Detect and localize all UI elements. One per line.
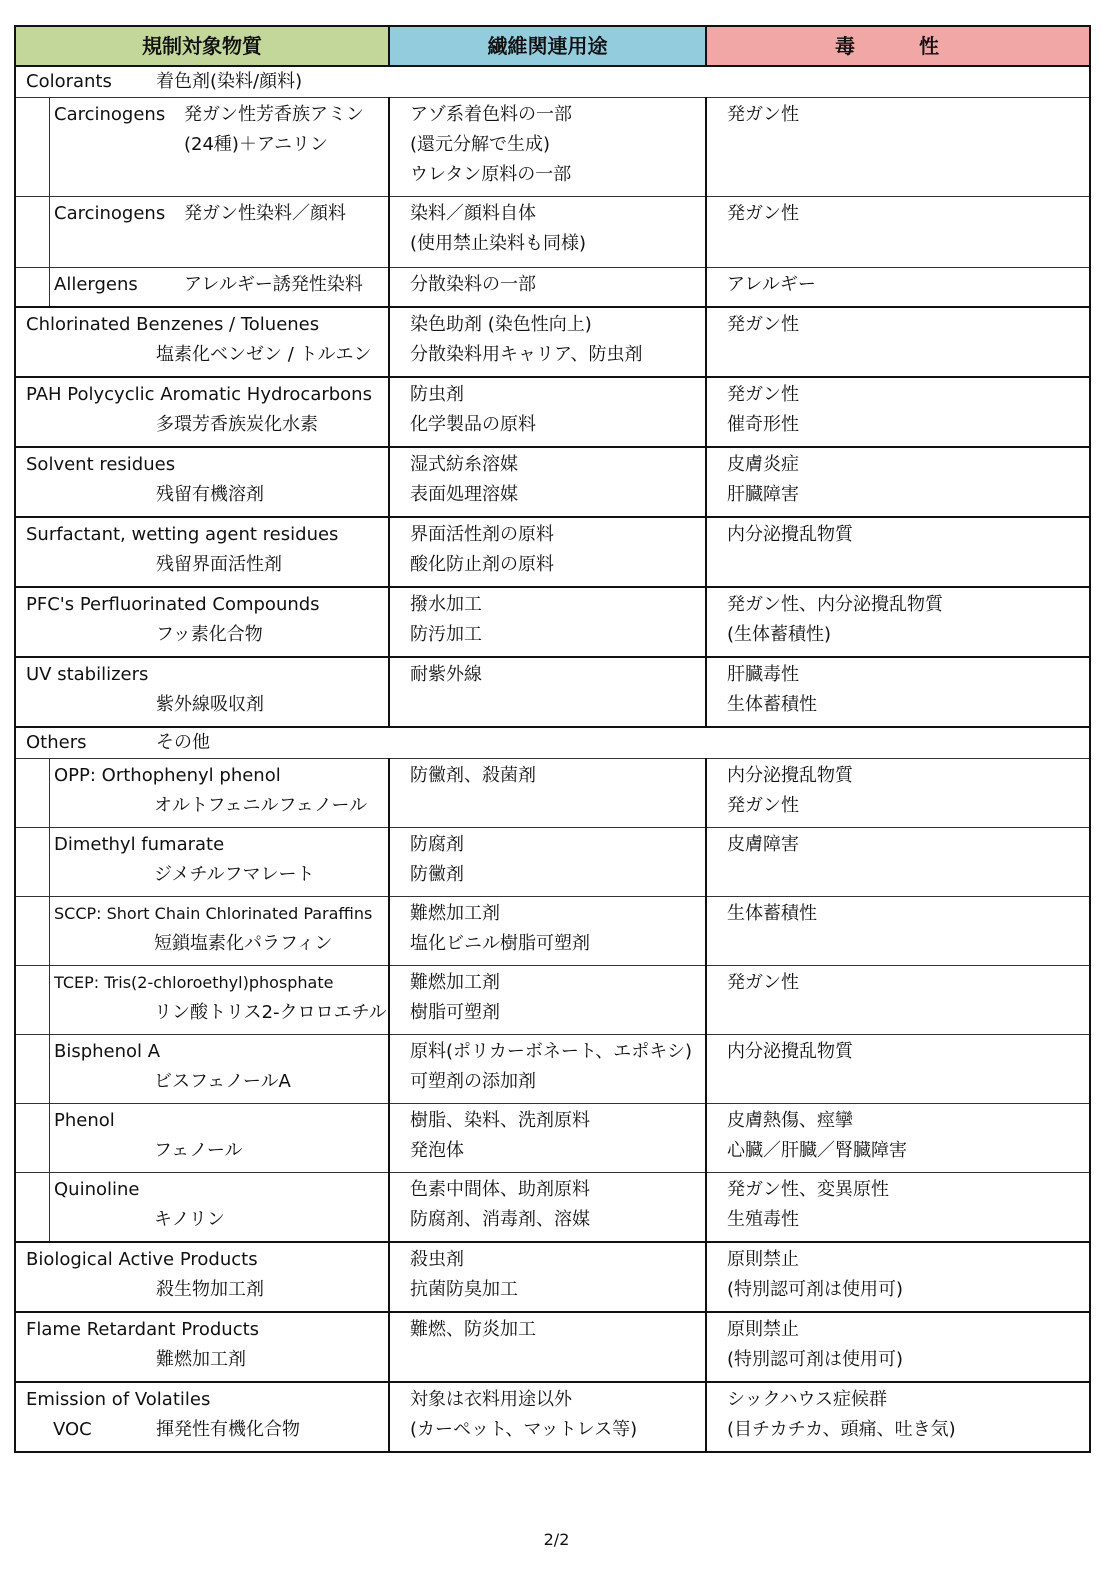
substance-ja: アレルギー誘発性染料 (184, 274, 363, 295)
use-line: 色素中間体、助剤原料 (410, 1179, 590, 1200)
substance-ja: 残留界面活性剤 (156, 554, 282, 575)
substance-en: Flame Retardant Products (26, 1319, 260, 1340)
substance-en: Quinoline (54, 1179, 140, 1200)
use-line: 防汚加工 (410, 624, 482, 645)
toxicity-line: 皮膚障害 (727, 834, 799, 855)
toxicity-line: 原則禁止 (727, 1319, 799, 1340)
toxicity-line: 催奇形性 (727, 414, 799, 435)
header-substance: 規制対象物質 (15, 26, 389, 66)
substance-en: Carcinogens (54, 203, 166, 224)
use-line: 化学製品の原料 (410, 414, 536, 435)
use-line: 防虫剤 (410, 384, 464, 405)
substance-ja: キノリン (154, 1209, 225, 1230)
toxicity-line: シックハウス症候群 (727, 1389, 888, 1410)
use-line: ウレタン原料の一部 (410, 164, 572, 185)
substance-en: TCEP: Tris(2-chloroethyl)phosphate (54, 973, 334, 992)
table-row (15, 966, 1090, 1035)
use-line: アゾ系着色料の一部 (410, 104, 572, 125)
table-row (15, 1035, 1090, 1104)
substance-en: Surfactant, wetting agent residues (26, 524, 339, 545)
table-row (15, 197, 1090, 268)
substance-ja: 紫外線吸収剤 (156, 694, 264, 715)
substance-en: Emission of Volatiles (26, 1389, 211, 1410)
use-line: 樹脂、染料、洗剤原料 (410, 1110, 590, 1131)
table-row (15, 268, 1090, 308)
use-line: 原料(ポリカーボネート、エポキシ) (410, 1041, 693, 1062)
header-textile-use: 繊維関連用途 (389, 26, 706, 66)
substance-ja: ジメチルフマレート (154, 864, 315, 885)
use-line: 難燃加工剤 (410, 972, 500, 993)
substance-ja: フッ素化合物 (156, 624, 263, 645)
toxicity-line: アレルギー (727, 274, 816, 295)
toxicity-line: 発ガン性 (727, 972, 799, 993)
use-line: 樹脂可塑剤 (410, 1002, 500, 1023)
toxicity-line: 生体蓄積性 (727, 694, 817, 715)
substance-en: Chlorinated Benzenes / Toluenes (26, 314, 320, 335)
use-line: (カーペット、マットレス等) (410, 1419, 638, 1440)
use-line: 防腐剤 (410, 834, 464, 855)
group-title-others (15, 727, 1090, 759)
substance-prefix: VOC (53, 1419, 92, 1440)
use-line: 分散染料の一部 (410, 274, 536, 295)
use-line: 難燃加工剤 (410, 903, 500, 924)
substance-en: Solvent residues (26, 454, 176, 475)
toxicity-line: (目チカチカ、頭痛、吐き気) (727, 1419, 956, 1440)
substance-ja: 発ガン性芳香族アミン (184, 104, 364, 125)
use-line: 分散染料用キャリア、防虫剤 (410, 344, 643, 365)
group-title-ja: 着色剤(染料/顔料) (156, 71, 303, 92)
toxicity-line: 発ガン性 (727, 104, 799, 125)
use-line: 耐紫外線 (410, 664, 482, 685)
toxicity-line: 原則禁止 (727, 1249, 799, 1270)
toxicity-line: 発ガン性 (727, 384, 799, 405)
use-line: 界面活性剤の原料 (410, 524, 554, 545)
regulated-substances-sheet (14, 25, 1089, 1453)
toxicity-line: 内分泌攪乱物質 (727, 524, 853, 545)
substance-ja: オルトフェニルフェノール (154, 795, 368, 816)
regulated-substances-table (14, 25, 1091, 1453)
use-line: 抗菌防臭加工 (410, 1279, 518, 1300)
substance-en: Dimethyl fumarate (54, 834, 225, 855)
table-row (15, 377, 1090, 447)
use-line: 撥水加工 (410, 594, 482, 615)
use-line: (使用禁止染料も同様) (410, 233, 587, 254)
toxicity-line: 肝臓毒性 (727, 664, 799, 685)
header-toxicity: 毒 性 (706, 26, 1090, 66)
use-line: 可塑剤の添加剤 (410, 1071, 536, 1092)
use-line: 難燃、防炎加工 (410, 1319, 536, 1340)
table-row (15, 98, 1090, 197)
substance-en: Carcinogens (54, 104, 166, 125)
use-line: 染色助剤 (染色性向上) (410, 314, 592, 335)
substance-en: UV stabilizers (26, 664, 149, 685)
substance-en: OPP: Orthophenyl phenol (54, 765, 281, 786)
use-line: 防腐剤、消毒剤、溶媒 (410, 1209, 590, 1230)
toxicity-line: 発ガン性 (727, 314, 799, 335)
table-row (15, 307, 1090, 377)
use-line: 対象は衣料用途以外 (410, 1389, 572, 1410)
use-line: 酸化防止剤の原料 (410, 554, 554, 575)
substance-ja: 多環芳香族炭化水素 (156, 414, 318, 435)
use-line: 殺虫剤 (410, 1249, 464, 1270)
use-line: 発泡体 (410, 1140, 464, 1161)
toxicity-line: 肝臓障害 (727, 484, 799, 505)
table-row (15, 1312, 1090, 1382)
toxicity-line: 内分泌攪乱物質 (727, 765, 853, 786)
toxicity-line: 発ガン性 (727, 203, 799, 224)
table-row (15, 447, 1090, 517)
substance-ja: 塩素化ベンゼン / トルエン (156, 344, 372, 365)
table-row (15, 759, 1090, 828)
page-number: 2/2 (543, 1530, 570, 1549)
substance-ja: 短鎖塩素化パラフィン (154, 933, 333, 954)
toxicity-line: 生体蓄積性 (727, 903, 817, 924)
toxicity-line: 発ガン性 (727, 795, 799, 816)
table-row (15, 657, 1090, 727)
substance-en: Phenol (54, 1110, 115, 1131)
substance-en: SCCP: Short Chain Chlorinated Paraffins (54, 904, 373, 923)
toxicity-line: 心臓／肝臓／腎臓障害 (727, 1140, 907, 1161)
table-row (15, 1173, 1090, 1243)
substance-ja: ビスフェノールA (154, 1071, 291, 1092)
toxicity-line: (特別認可剤は使用可) (727, 1349, 904, 1370)
toxicity-line: 皮膚熱傷、痙攣 (727, 1110, 853, 1131)
toxicity-line: 内分泌攪乱物質 (727, 1041, 853, 1062)
toxicity-line: 発ガン性、内分泌攪乱物質 (727, 594, 943, 615)
table-header-row (15, 26, 1090, 66)
toxicity-line: 発ガン性、変異原性 (727, 1179, 889, 1200)
table-row (15, 517, 1090, 587)
table-row (15, 1382, 1090, 1452)
substance-ja: 揮発性有機化合物 (156, 1419, 300, 1440)
substance-ja-2: (24種)＋アニリン (184, 134, 329, 155)
substance-ja: リン酸トリス2-クロロエチル (154, 1002, 387, 1023)
use-line: 防黴剤 (410, 864, 464, 885)
substance-ja: 残留有機溶剤 (156, 484, 264, 505)
table-row (15, 1104, 1090, 1173)
group-title-en: Others (26, 732, 87, 753)
substance-ja: 殺生物加工剤 (156, 1279, 264, 1300)
use-line: (還元分解で生成) (410, 134, 551, 155)
use-line: 表面処理溶媒 (410, 484, 518, 505)
substance-ja: 発ガン性染料／顔料 (184, 203, 346, 224)
table-row (15, 1242, 1090, 1312)
table-row (15, 897, 1090, 966)
use-line: 塩化ビニル樹脂可塑剤 (410, 933, 590, 954)
toxicity-line: (生体蓄積性) (727, 624, 832, 645)
substance-en: Bisphenol A (54, 1041, 161, 1062)
substance-en: Allergens (54, 274, 138, 295)
substance-en: Biological Active Products (26, 1249, 258, 1270)
use-line: 染料／顔料自体 (410, 203, 536, 224)
group-title-colorants (15, 66, 1090, 98)
use-line: 湿式紡糸溶媒 (410, 454, 518, 475)
toxicity-line: 生殖毒性 (727, 1209, 799, 1230)
table-row (15, 587, 1090, 657)
group-title-ja: その他 (156, 732, 210, 753)
substance-en: PFC's Perfluorinated Compounds (26, 594, 320, 615)
toxicity-line: (特別認可剤は使用可) (727, 1279, 904, 1300)
toxicity-line: 皮膚炎症 (727, 454, 799, 475)
substance-ja: 難燃加工剤 (156, 1349, 246, 1370)
group-title-en: Colorants (26, 71, 112, 92)
substance-en: PAH Polycyclic Aromatic Hydrocarbons (26, 384, 372, 405)
table-row (15, 828, 1090, 897)
use-line: 防黴剤、殺菌剤 (410, 765, 536, 786)
substance-ja: フェノール (154, 1140, 243, 1161)
